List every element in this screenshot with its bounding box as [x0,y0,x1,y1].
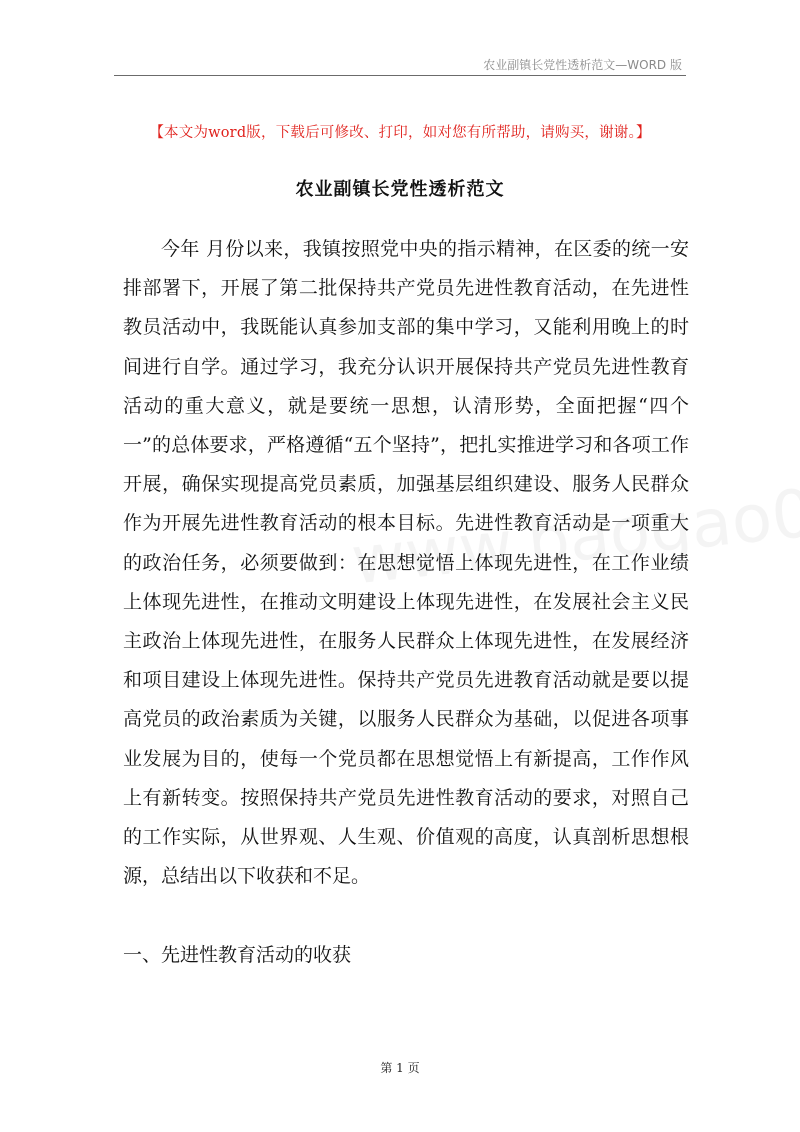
header-divider [114,75,686,76]
section-heading: 一、先进性教育活动的收获 [123,944,352,966]
page-number: 第 1 页 [380,1061,420,1075]
body-paragraph: 今年 月份以来，我镇按照党中央的指示精神，在区委的统一安排部署下，开展了第二批保持共产党员先进性教育活动，在先进性教员活动中，我既能认真参加支部的集中学习，又能利用晚上的时间进行自学。通过学习，我充分认识开展保持共产党员先进性教育活动的重大意义，就是要统一思想，认清形势，全面把握“四个一”的总体要求，严格遵循“五个坚持”，把扎实推进学习和各项工作开展，确保实现提高党员素质，加强基层组织建设、服务人民群众作为开展先进性教育活动的根本目标。先进性教育活动是一项重大的政治任务，必须要做到：在思想觉悟上体现先进性，在工作业绩上体现先进性，在推动文明建设上体现先进性，在发展社会主义民主政治上体现先进性，在服务人民群众上体现先进性，在发展经济和项目建设上体现先进性。保持共产党员先进教育活动就是要以提高党员的政治素质为关键，以服务人民群众为基础，以促进各项事业发展为目的，使每一个党员都在思想觉悟上有新提高，工作作风上有新转变。按照保持共产党员先进性教育活动的要求，对照自己的工作实际，从世界观、人生观、价值观的高度，认真剖析思想根源，总结出以下收获和不足。 [123,238,689,888]
purchase-notice: 【本文为word版，下载后可修改、打印，如对您有所帮助，请购买，谢谢。】 [149,125,651,141]
document-title: 农业副镇长党性透析范文 [295,179,505,200]
running-header: 农业副镇长党性透析范文—WORD 版 [483,58,682,72]
